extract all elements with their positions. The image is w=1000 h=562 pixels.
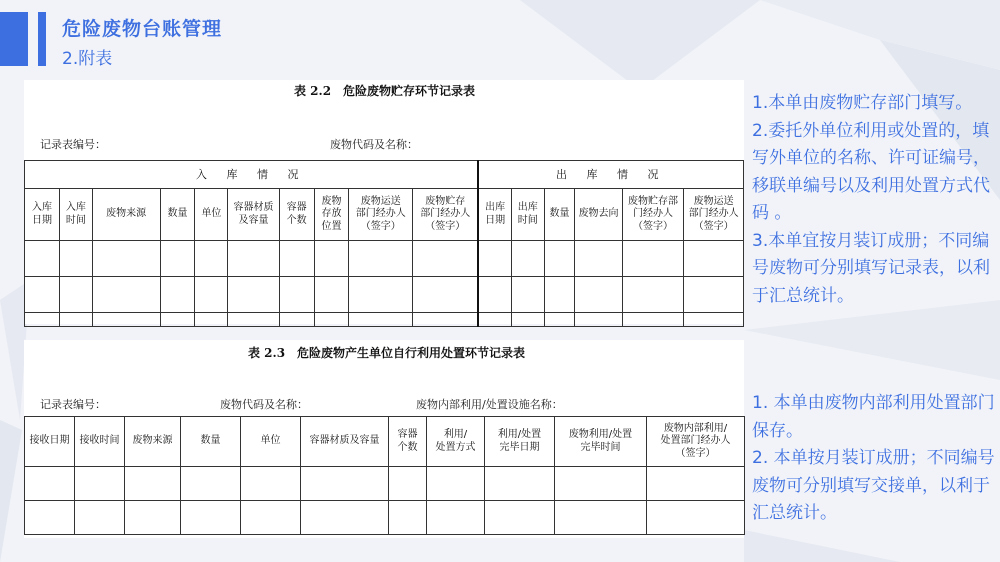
waste-code-label: 废物代码及名称：	[330, 138, 418, 151]
table1-header-8: 废物运送 部门经办人 （签字）	[349, 189, 413, 241]
table2-header-4: 单位	[241, 417, 301, 467]
table1-header-7: 废物 存放 位置	[314, 189, 349, 241]
waste-code-label-2: 废物代码及名称：	[220, 398, 308, 411]
table1-header-13: 废物去向	[575, 189, 622, 241]
table-cell	[349, 277, 413, 313]
table1-header-4: 单位	[195, 189, 228, 241]
slide-title: 危险废物台账管理	[62, 18, 223, 40]
record-number-label: 记录表编号：	[40, 138, 106, 151]
note-line: 2. 本单按月装订成册；不同编号废物可分别填写交接单，以利于汇总统计。	[752, 448, 995, 523]
table2-header-5: 容器材质及容量	[301, 417, 389, 467]
table-2-3-title: 表 2.3 危险废物产生单位自行利用处置环节记录表	[248, 346, 526, 360]
slide-subtitle: 2.附表	[62, 49, 113, 69]
table-cell	[241, 501, 301, 535]
table2-header-1: 接收时间	[75, 417, 125, 467]
table2-header-6: 容器 个数	[389, 417, 427, 467]
table-cell	[647, 501, 745, 535]
storage-record-table	[24, 160, 744, 327]
table-cell	[413, 277, 479, 313]
table-cell	[301, 501, 389, 535]
table-cell	[575, 277, 622, 313]
table2-header-7: 利用/ 处置方式	[427, 417, 485, 467]
table-cell	[485, 467, 555, 501]
table-cell	[478, 241, 511, 277]
table-cell	[228, 241, 279, 277]
table-cell	[389, 467, 427, 501]
table-cell	[195, 241, 228, 277]
table-cell	[485, 501, 555, 535]
accent-bar-main	[0, 12, 28, 66]
note-line: 2.委托外单位利用或处置的，填写外单位的名称、许可证编号，移联单编号以及利用处置方式代码 。	[752, 120, 990, 223]
table-cell	[622, 313, 684, 327]
table-cell	[413, 313, 479, 327]
notes-table-2-2	[752, 90, 996, 310]
table-cell	[622, 241, 684, 277]
table-cell	[75, 501, 125, 535]
note-line: 1. 本单由废物内部利用处置部门保存。	[752, 393, 995, 441]
table2-header-10: 废物内部利用/ 处置部门经办人 （签字）	[647, 417, 745, 467]
table-cell	[622, 277, 684, 313]
table-2-2-title: 表 2.2 危险废物贮存环节记录表	[294, 84, 476, 98]
accent-bar-thin	[38, 12, 46, 66]
facility-name-label: 废物内部利用/处置设施名称：	[416, 398, 563, 411]
table-cell	[160, 241, 195, 277]
table-cell	[478, 313, 511, 327]
table2-header-2: 废物来源	[125, 417, 181, 467]
table-cell	[314, 277, 349, 313]
table-cell	[241, 467, 301, 501]
table2-header-3: 数量	[181, 417, 241, 467]
table-cell	[575, 313, 622, 327]
table-cell	[59, 277, 92, 313]
table-cell	[349, 241, 413, 277]
note-line: 3.本单宜按月装订成册；不同编号废物可分别填写记录表，以利于汇总统计。	[752, 230, 990, 306]
self-disposal-record-table	[24, 416, 745, 535]
table-cell	[279, 277, 314, 313]
table-cell	[544, 241, 575, 277]
table1-header-2: 废物来源	[92, 189, 160, 241]
table1-header-9: 废物贮存 部门经办人 （签字）	[413, 189, 479, 241]
table1-header-12: 数量	[544, 189, 575, 241]
table-cell	[92, 277, 160, 313]
table-cell	[228, 313, 279, 327]
table1-header-1: 入库 时间	[59, 189, 92, 241]
table-cell	[59, 241, 92, 277]
table-cell	[555, 501, 647, 535]
table1-header-3: 数量	[160, 189, 195, 241]
table-cell	[511, 277, 544, 313]
table-cell	[301, 467, 389, 501]
table-cell	[511, 241, 544, 277]
table-cell	[684, 313, 744, 327]
group-header-in: 入 库 情 况	[25, 161, 479, 189]
table-cell	[279, 241, 314, 277]
table-cell	[25, 501, 75, 535]
table-cell	[575, 241, 622, 277]
table-cell	[181, 501, 241, 535]
table1-header-14: 废物贮存部 门经办人 （签字）	[622, 189, 684, 241]
table1-header-11: 出库 时间	[511, 189, 544, 241]
table-cell	[555, 467, 647, 501]
table-cell	[125, 467, 181, 501]
table-cell	[92, 241, 160, 277]
table1-header-10: 出库 日期	[478, 189, 511, 241]
table-cell	[228, 277, 279, 313]
group-header-out: 出 库 情 况	[478, 161, 743, 189]
table1-header-6: 容器 个数	[279, 189, 314, 241]
table-cell	[427, 501, 485, 535]
table-cell	[684, 277, 744, 313]
table-cell	[413, 241, 479, 277]
table2-header-9: 废物利用/处置 完毕时间	[555, 417, 647, 467]
table-2-3-sheet	[24, 340, 744, 538]
table1-header-5: 容器材质 及容量	[228, 189, 279, 241]
table-cell	[684, 241, 744, 277]
table-cell	[349, 313, 413, 327]
table-cell	[181, 467, 241, 501]
table-cell	[279, 313, 314, 327]
table1-header-15: 废物运送 部门经办人 （签字）	[684, 189, 744, 241]
table-cell	[92, 313, 160, 327]
table-cell	[125, 501, 181, 535]
table-cell	[389, 501, 427, 535]
table-cell	[25, 313, 60, 327]
table2-header-8: 利用/处置 完毕日期	[485, 417, 555, 467]
table-cell	[478, 277, 511, 313]
table-cell	[25, 467, 75, 501]
table-cell	[160, 313, 195, 327]
note-line: 1.本单由废物贮存部门填写。	[752, 93, 973, 113]
table-cell	[511, 313, 544, 327]
notes-table-2-3	[752, 390, 996, 528]
table1-header-0: 入库 日期	[25, 189, 60, 241]
table-cell	[544, 277, 575, 313]
record-number-label-2: 记录表编号：	[40, 398, 106, 411]
table2-header-0: 接收日期	[25, 417, 75, 467]
table-cell	[427, 467, 485, 501]
table-cell	[314, 313, 349, 327]
table-cell	[25, 241, 60, 277]
table-cell	[647, 467, 745, 501]
table-cell	[544, 313, 575, 327]
table-cell	[160, 277, 195, 313]
table-cell	[59, 313, 92, 327]
table-2-2-sheet	[24, 80, 744, 324]
table-cell	[75, 467, 125, 501]
table-cell	[25, 277, 60, 313]
table-cell	[314, 241, 349, 277]
table-cell	[195, 313, 228, 327]
table-cell	[195, 277, 228, 313]
